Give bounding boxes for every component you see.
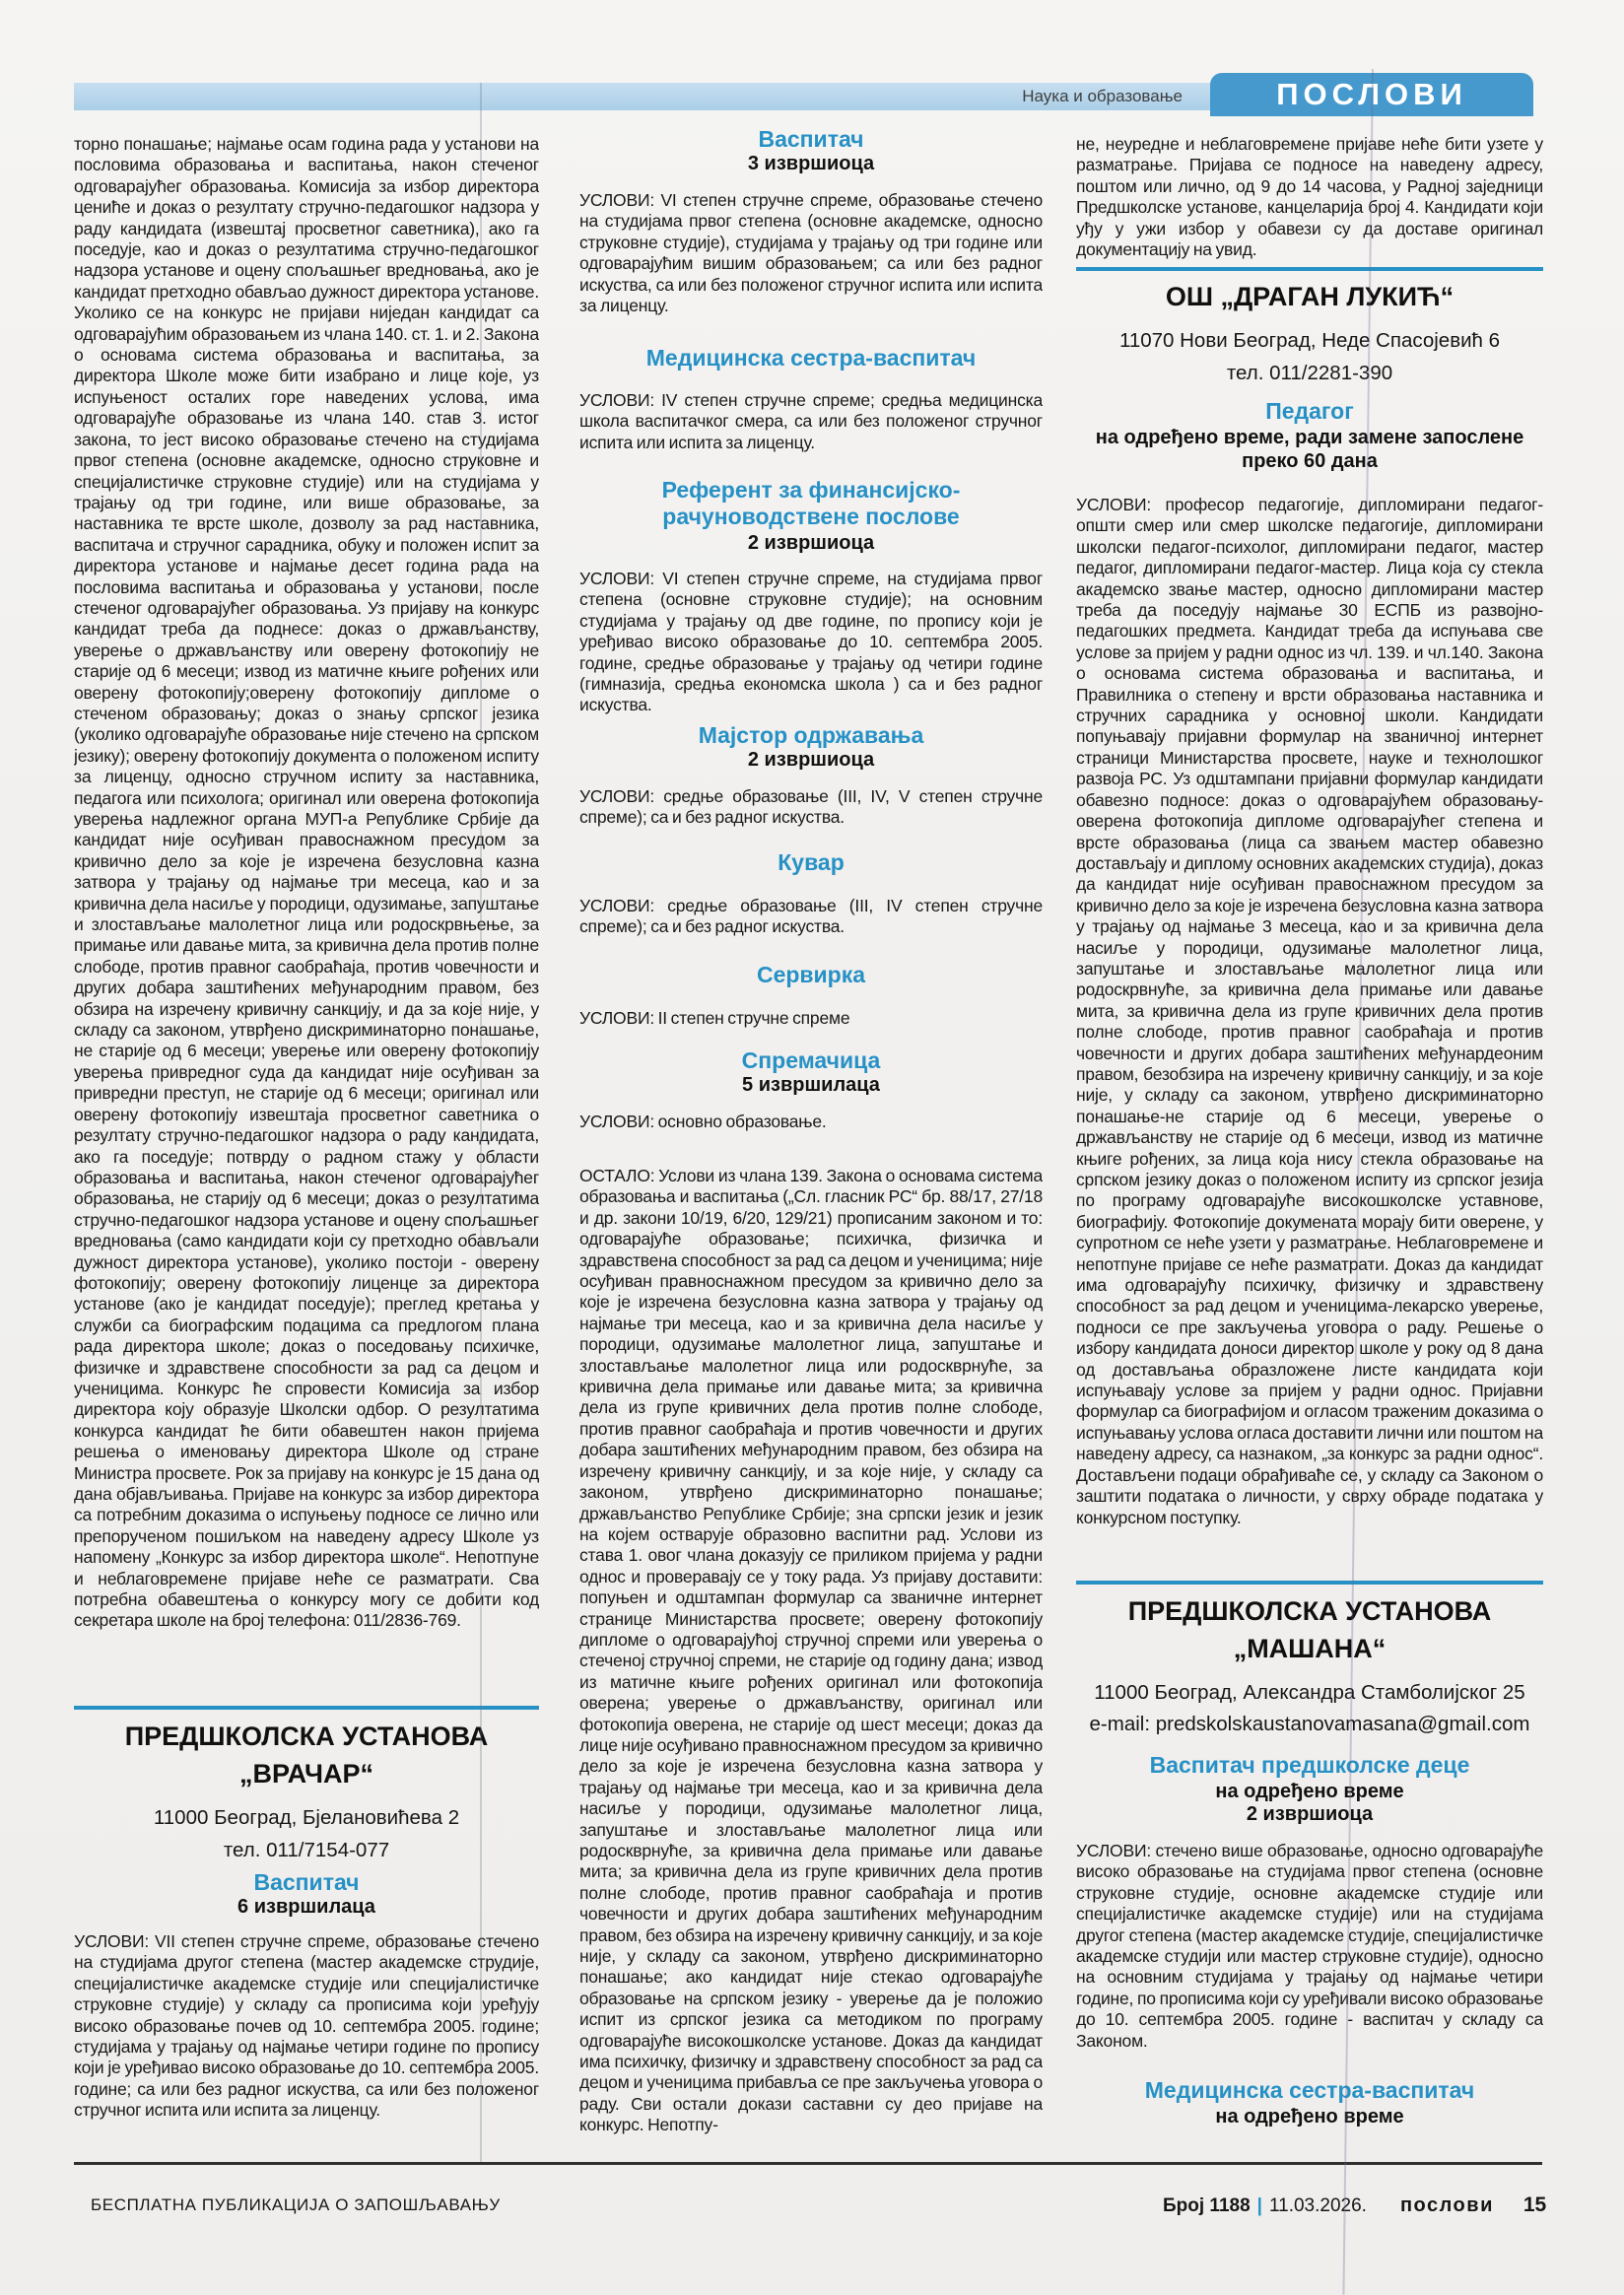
col3-job-vaspitac-title: Васпитач предшколске деце — [1149, 1752, 1470, 1778]
col2-job6-title: Спремачица — [741, 1047, 881, 1073]
footer-issue-block — [1163, 2194, 1546, 2217]
col1-org-address: 11000 Београд, Бјелановићева 2 — [153, 1806, 460, 1829]
col1-org-name-line2: „ВРАЧАР“ — [238, 1759, 374, 1789]
col3-org-lukic-address: 11070 Нови Београд, Неде Спасојевић 6 — [1118, 329, 1501, 352]
col3-job-pedagog-note1: на одређено време, ради замене запослене — [1095, 427, 1524, 448]
scan-crease-left — [480, 83, 482, 2162]
col3-org-lukic-name: ОШ „ДРАГАН ЛУКИЋ“ — [1165, 282, 1455, 311]
col3-job-pedagog-title: Педагог — [1265, 398, 1354, 424]
footer-separator: | — [1256, 2195, 1262, 2216]
col2-ostalo-text: ОСТАЛО: Услови из члана 139. Закона о основама система образовања и васпитања („Сл. гласник РС“ бр. 88/17, 27/18 и др. закони 10/19, 6/20, 129/21) прописаним законом и то: одговарајуће образовање; психичка, физичка и здравствена способност за рад са децом и ученицима; није осуђиван правноснажном пресудом за кривично дело за које је изречена безусловна казна затвора у трајању од најмање три месеца, као и за кривична дела насиље у породици, одузимање малолетног лица, запуштање и злостављање малолетног лица или родоскврнуће, за кривична дела примање или давање мита; за кривична дела из групе кривичних дела против полне слободе, против правног саобраћаја и против човечности и других добара заштићених међународним правом, без обзира на изречену кривичну санкцију, и за које није, у складу са законом, утврђено дискриминаторно понашање; држављанство Републике Србије; зна српски језик и језик на којем остварује образовно васпитни рад. Услови из става 1. овог члана доказују се приликом пријема у радни однос и проверавају се у току рада. Уз пријаву доставити: попуњен и одштампан формулар са званичне интернет странице Министарства просвете; оверену фотокопију дипломе о одговарајућој стручној спреми или уверења о стеченој стручној спреми, не старије од годину дана; извод из матичне књиге рођених оригинал или фотокопија оверена; уверење о држављанству, оригинал или фотокопија оверена, не старије од шест месеци; доказ да лице није осуђивано правноснажном пресудом за кривично дело за које је изречена безусловна казна затвора у трајању од најмање три месеца, као и за кривична дела насиље у породици, одузимање малолетног лица, запуштање и злостављање малолетног лица или родоскврнуће, за кривична дела примање или давање мита; за кривична дела из групе кривичних дела против полне слободе, против правног саобраћаја и против човечности и других добара заштићених међународним правом, без обзира на изречену кривичну санкцију, и за које није, у складу са законом, утврђено дискриминаторно понашање; ако кандидат није стекао одговарајуће образовање на српском језику - уверење да је положио испит из српског језика са методиком по програму одговарајуће високошколске установе. Доказ да кандидат има психичку, физичку и здравствену способност за рад са децом и ученицима прибавља се пре закључења уговора о раду. Сви остали докази саставни су део пријаве на конкурс. Непотпу- — [579, 1166, 1043, 2135]
col3-job-vaspitac-conditions: УСЛОВИ: стечено више образовање, односно одговарајуће високо образовање на студијама првог степена (основне струковне студије, основне академске студије или специјалистичке академске студије) или на студијама другог степена (мастер академске студије, специјалистичке академске студији или мастер струковне студије), односно на основним студијама у трајању од најмање четири године, по прописима који су уређивали високо образовање до 10. септембра 2005. године - васпитач у складу са Законом. — [1076, 1841, 1543, 2051]
col2-job1-conditions: УСЛОВИ: IV степен стручне спреме; средња медицинска школа васпитачког смера, са или без положеног стручног испита или испита за лиценцу. — [579, 390, 1043, 452]
footer-date: 11.03.2026. — [1268, 2195, 1367, 2216]
footer-issue-number: Број 1188 — [1163, 2195, 1251, 2216]
col3-job-pedagog-note2: преко 60 дана — [1242, 450, 1378, 472]
col3-job-medsestra-title: Медицинска сестра-васпитач — [1144, 2077, 1475, 2103]
col1-job-count: 6 извршилаца — [237, 1896, 375, 1918]
col3-job-vaspitac-count: 2 извршиоца — [1246, 1803, 1374, 1825]
col1-legal-text-continuation: торно понашање; најмање осам година рада у установи на пословима образовања и васпитања, након стеченог одговарајућег образовања. Комисија за избор директора цениће и доказ о резултату стручно-педагошког надзора у раду кандидата (извештај просветног саветника), ако га поседује, као и доказ о резултатима стручно-педагошког надзора установе и оцену спољашњег вредновања, ако је кандидат претходно обављао дужност директора установе. Уколико се на конкурс не пријави ниједан кандидат са одговарајућим образовањем из члана 140. ст. 1. и 2. Закона о основама система образовања и васпитања, за директора Школе може бити изабрано и лице које, уз испуњеност осталих горе наведених услова, има одговарајуће образовање из члана 140. став 3. истог закона, то јест високо образовање стечено на студијама првог степена (основне академске, односно струковне и специјалистичке струковне студије) или на студијама у трајању од три године, или више образовање, за наставника те врсте школе, дозволу за рад наставника, васпитача и стручног сарадника, обуку и положен испит за директора установе и најмање десет година рада на пословима васпитања и образовања у установи, после стеченог одговарајућег образовања. Уз пријаву на конкурс кандидат треба да поднесе: доказ о држављанству, уверење о држављанству или оверену фотокопију не старије од 6 месеци; извод из матичне књиге рођених или оверену фотокопију;оверену фотокопију дипломе о стеченом образовању; доказ о знању српског језика (уколико одговарајуће образовање није стечено на српском језику); оверену фотокопију документа о положеном испиту за лиценцу, односно стручном испиту за наставника, педагога или психолога; оригинал или оверена фотокопија уверења надлежног органа МУП-а Републике Србије да кандидат није осуђиван правоснажном пресудом за кривично дело за које је изречена безусловна казна затвора у трајању од најмање три месеца, као и за кривична дела насиље у породици, одузимање, запуштање и злостављање малолетног лица или родоскрвњење, за примање или давање мита, за кривична дела против полне слободе, против правног саобраћаја, против човечности и других добара заштићених међународним правом, без обзира на изречену кривичну санкцију, и да за које није, у складу са законом, утврђено дискриминаторно понашање, не старије од 6 месеци; уверење или оверену фотокопију уверења привредног суда да кандидат није осуђиван за привредни преступ, не старије од 6 месеци; оригинал или оверену фотокопију извештаја просветног саветника о резултату стручно-педагошког надзора о раду кандидата, ако га поседује; потврду о радном стажу у области образовања и васпитања, након стеченог одговарајућег образовања, не старију од 6 месеци; доказ о резултатима стручно-педагошког надзора установе и оцену спољашњег вредновања (само кандидати који су претходно обављали дужност директора установе), уколико постоји - оверену фотокопију; оверену фотокопију лиценце за директора установе (ако је кандидат поседује); преглед кретања у служби са биографским подацима са предлогом плана рада директора школе; доказ о поседовању психичке, физичке и здравствене способности за рад са децом и ученицима. Конкурс ће спровести Комисија за избор директора коју образује Школски одбор. О резултатима конкурса кандидат ће бити обавештен након пријема решења о именовању директора Школе од стране Министра просвете. Рок за пријаву на конкурс је 15 дана од дана објављивања. Пријаве на конкурс за избор директора са потребним доказима о испуњењу подносе се лично или препорученом пошиљком на наведену адресу Школе уз напомену „Конкурс за избор директора школе“. Непотпуне и неблаговремене пријаве неће се разматрати. Сва потребна обавештења о конкурсу могу се добити код секретара школе на број телефона: 011/2836-769. — [74, 134, 539, 1631]
col1-org-phone: тел. 011/7154-077 — [223, 1839, 390, 1861]
footer-brand: послови — [1399, 2194, 1494, 2216]
section-label: Наука и образовање — [1022, 87, 1183, 105]
footer-page-number: 15 — [1522, 2194, 1547, 2216]
col2-job3-count: 2 извршиоца — [747, 749, 875, 771]
col3-section-divider-1 — [1076, 267, 1543, 271]
col2-job6-count: 5 извршилаца — [742, 1074, 880, 1096]
brand-title: ПОСЛОВИ — [1276, 77, 1467, 111]
col3-job-pedagog-conditions: УСЛОВИ: професор педагогије, дипломирани педагог-општи смер или смер школске педагогије, дипломирани школски педагог-психолог, дипломирани педагог, мастер педагог, дипломирани педагог-мастер. Лица која су стекла академско звање мастер, односно дипломирани мастер треба да поседују најмање 30 ЕСПБ из развојно-педагошких предмета. Кандидат треба да испуњава све услове за пријем у радни однос из чл. 139. и чл.140. Закона о основама система образовања и васпитања, и Правилника о степену и врсти образовања наставника и стручних сарадника у основној школи. Кандидати попуњавају пријавни формулар на званичној интернет страници Министарства просвете, науке и технолошког развоја РС. Уз одштампани пријавни формулар кандидати обавезно подносе: доказ о одговарајућем образовању-оверена фотокопија дипломе одговарајућег степена и врсте образовања (лица са звањем мастер обавезно достављају и диплому основних академских студија), доказ да кандидат није осуђиван правоснажном пресудом за кривично дело за које је изречена безусловна казна затвора у трајању од најмање 3 месеца, као и за кривична дела насиље у породици, одузимање малолетног лица, запуштање и злостављање малолетног лица или родоскрвнуће, за кривична дела примање или давање мита, за кривична дела из групе кривичних дела против полне слободе, против правног саобраћаја и против човечности и других добара заштићених међунардеоним правом, безобзира на изречену кривичну санкцију, и за које није, у складу са законом, утврђено дискриминаторно понашање-не старије од 6 месеци, уверење о држављанству не старије од 6 месеци, извод из матичне књиге рођених, за лица која нису стекла образовање на српском језику доказ о положеном испиту из српског језија по програму одговарајуће високошколске уставнове, биографију. Фотокопије докумената морају бити оверене, у супротном се неће узети у разматрање. Неблаговремене и непотпуне пријаве се неће разматрати. Доказ да кандидат има одговарајућу психичку, физичку и здравствену способност за рад децом и ученицима-лекарско уверење, подноси се пре закључења уговора о раду. Решење о избору кандидата доноси директор школе у року од 8 дана од достављања образложене листе кандидата који испуњавају услове за пријем у радни однос. Пријавни формулар са биографијом и огласом траженим доказима о испуњавању услова огласа доставити лични или поштом на наведену адресу, са назнаком, „за конкурс за радни однос“. Достављени подаци обрађиваће се, у складу са Законом о заштити података о личности, у сврху обраде података у конкурсном поступку. — [1076, 495, 1543, 1527]
col3-job-vaspitac-note: на одређено време — [1215, 1781, 1404, 1802]
col1-section-divider — [74, 1706, 539, 1710]
col2-job1-title: Медицинска сестра-васпитач — [645, 345, 977, 371]
col2-job0-conditions: УСЛОВИ: VI степен стручне спреме, образовање стечено на студијама првог степена (основне академске, односно струковне студије), студијама у трајању од три године или одговарајућим вишим образовањем; са или без радног искуства, са или без положеног стручног испита или испита за лиценцу. — [579, 190, 1043, 316]
col2-job3-conditions: УСЛОВИ: средње образовање (III, IV, V степен стручне спреме); са и без радног искуства. — [579, 786, 1043, 828]
col2-job2-title: Референт за финансијско-рачуноводствене послове — [661, 477, 961, 529]
col2-job2-count: 2 извршиоца — [747, 532, 875, 554]
col1-org-name-line1: ПРЕДШКОЛСКА УСТАНОВА — [124, 1721, 489, 1751]
footer-rule — [74, 2162, 1542, 2165]
col2-job0-title: Васпитач — [758, 126, 864, 152]
col2-job2-conditions: УСЛОВИ: VI степен стручне спреме, на студијама првог степена (основне струковне студије); на основним студијама у трајању од две године, по пропису који је уређивао високо образовање до 10. септембра 2005. године, средње образовање у трајању од четири године (гимназија, средња економска школа ) са и без радног искуства. — [579, 569, 1043, 715]
col2-job6-conditions: УСЛОВИ: основно образовање. — [579, 1112, 827, 1131]
col3-org-lukic-phone: тел. 011/2281-390 — [1226, 362, 1393, 384]
col2-job3-title: Мајстор одржавања — [698, 722, 924, 748]
col2-job5-conditions: УСЛОВИ: II степен стручне спреме — [579, 1008, 850, 1028]
col3-org-masana-line1: ПРЕДШКОЛСКА УСТАНОВА — [1127, 1596, 1492, 1626]
col2-job4-conditions: УСЛОВИ: средње образовање (III, IV степен стручне спреме); са и без радног искуства. — [579, 896, 1043, 937]
col3-org-masana-line2: „МАШАНА“ — [1233, 1634, 1387, 1663]
col3-org-masana-email: e-mail: predskolskaustanovamasana@gmail.com — [1089, 1713, 1530, 1735]
col1-job-conditions: УСЛОВИ: VII степен стручне спреме, образовање стечено на студијама другог степена (мастер академске струдије, специјалистичке академске студије или специјалистичке струковне студије) у складу са прописима који уређују високо образовање почев од 10. септембра 2005. године; студијама у трајању од најмање четири године по пропису који је уређивао високо образовање до 10. септембра 2005. године; са или без радног искуства, са или без положеног стручног испита или испита за лиценцу. — [74, 1931, 539, 2121]
col2-job0-count: 3 извршиоца — [747, 153, 875, 174]
col3-org-masana-address: 11000 Београд, Александра Стамболијског 25 — [1094, 1681, 1525, 1704]
col1-job-title: Васпитач — [253, 1869, 360, 1895]
col2-job4-title: Кувар — [778, 849, 845, 875]
col3-section-divider-2 — [1076, 1581, 1543, 1585]
col3-text-continuation: не, неуредне и неблаговремене пријаве неће бити узете у разматрање. Пријава се подносе на наведену адресу, поштом или лично, од 9 до 14 часова, у Радној заједници Предшколске установе, канцеларија број 4. Кандидати који уђу у ужи избор у обавези су да доставе оригинал документацију на увид. — [1076, 134, 1543, 260]
footer-publication-note: БЕСПЛАТНА ПУБЛИКАЦИЈА О ЗАПОШЉАВАЊУ — [91, 2195, 501, 2214]
col2-job5-title: Сервирка — [756, 962, 866, 987]
col3-job-medsestra-note: на одређено време — [1215, 2106, 1404, 2127]
